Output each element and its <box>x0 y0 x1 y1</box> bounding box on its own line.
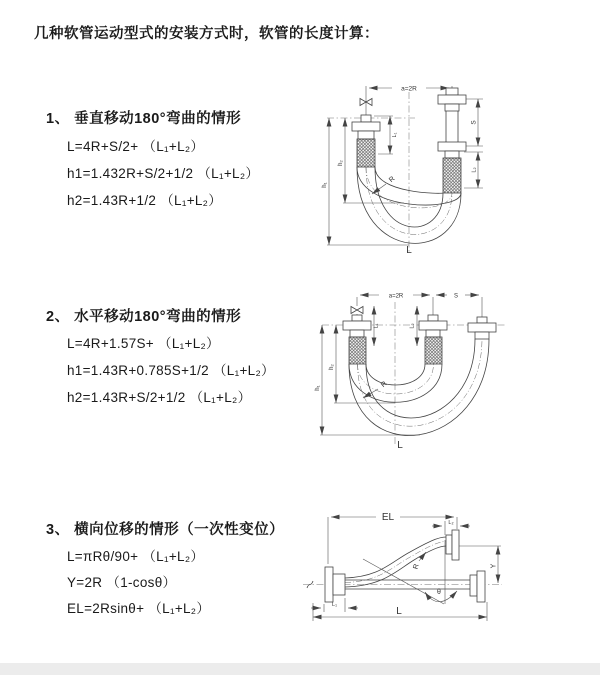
diagram-vertical-180-bend <box>300 70 600 265</box>
diagram-lateral-displacement <box>295 500 600 640</box>
section-1-formula-h1: h1=1.432R+S/2+1/2 （L₁+L₂） <box>67 166 260 181</box>
section-2-formula-L: L=4R+1.57S+ （L₁+L₂） <box>67 336 220 351</box>
dim-label-R: R <box>388 175 397 185</box>
dimension-S <box>436 293 479 299</box>
dim-label-L: L <box>396 606 402 617</box>
dim-label-S: S <box>453 293 459 300</box>
angle-construction <box>363 540 457 604</box>
left-fitting <box>343 315 371 364</box>
page-title: 几种软管运动型式的安装方式时，软管的长度计算： <box>34 26 379 42</box>
diagram-horizontal-180-bend <box>300 280 600 458</box>
radius-callout <box>363 380 388 398</box>
section-2-heading: 2、 水平移动180°弯曲的情形 <box>46 309 242 325</box>
dim-label-theta: θ <box>437 589 441 596</box>
dim-label-a2r: a=2R <box>388 293 404 300</box>
dim-label-L1: L₁ <box>392 132 398 138</box>
valve-icon <box>360 96 372 115</box>
right-fitting-upper <box>438 88 466 142</box>
right-fitting-moved <box>468 317 496 339</box>
section-1-formula-L: L=4R+S/2+ （L₁+L₂） <box>67 139 205 154</box>
dim-label-L2: L₂ <box>471 167 478 173</box>
braid-section <box>425 337 442 364</box>
section-3-formula-L: L=πRθ/90+ （L₁+L₂） <box>67 549 205 564</box>
dim-label-Y: Y <box>490 563 498 569</box>
dim-label-EL: EL <box>381 512 395 523</box>
dimension-L2 <box>432 520 470 535</box>
dim-label-L1: L₁ <box>332 602 337 608</box>
dimension-L2 <box>464 152 483 188</box>
dimension-L1 <box>311 598 358 612</box>
dimension-L <box>313 602 487 621</box>
dim-label-L2: L₂ <box>448 520 454 526</box>
dim-label-L2: L₂ <box>409 323 416 329</box>
dim-label-L: L <box>406 245 412 256</box>
braid-section <box>357 139 375 167</box>
section-3-heading: 3、 横向位移的情形（一次性变位） <box>46 522 285 538</box>
braid-section <box>349 337 366 364</box>
hose-s-curve <box>345 537 446 587</box>
braid-section <box>443 158 461 193</box>
right-flange-lower <box>470 571 485 602</box>
dim-label-R: R <box>412 563 421 570</box>
dim-label-L1: L₁ <box>373 323 380 329</box>
section-3-formula-EL: EL=2Rsinθ+ （L₁+L₂） <box>67 601 211 616</box>
radius-callout <box>413 552 426 570</box>
dim-label-h1: h₁ <box>315 385 321 391</box>
section-1-formula-h2: h2=1.43R+1/2 （L₁+L₂） <box>67 193 223 208</box>
dim-label-h2: h₂ <box>329 364 335 370</box>
section-2-formula-h2: h2=1.43R+S/2+1/2 （L₁+L₂） <box>67 390 252 405</box>
dimension-EL <box>328 512 457 564</box>
dim-label-R: R <box>380 380 389 390</box>
dim-label-h1: h₁ <box>322 182 328 188</box>
dimension-a2r <box>357 293 482 322</box>
dimension-L2 <box>410 306 418 346</box>
dim-label-L: L <box>397 440 403 451</box>
dim-label-S: S <box>470 120 478 125</box>
dim-label-h2: h₂ <box>338 160 344 166</box>
section-1-heading: 1、 垂直移动180°弯曲的情形 <box>46 111 242 127</box>
left-flange <box>325 567 345 602</box>
middle-fitting <box>419 315 447 364</box>
hose-u-loops <box>349 339 489 435</box>
right-fitting-lower <box>438 142 466 193</box>
dim-label-a2r: a=2R <box>401 85 417 93</box>
page-bottom-edge <box>0 663 600 675</box>
right-flange-upper <box>446 530 459 560</box>
section-3-formula-Y: Y=2R （1-cosθ） <box>67 575 177 590</box>
left-fitting <box>352 115 380 167</box>
section-2-formula-h1: h1=1.43R+0.785S+1/2 （L₁+L₂） <box>67 363 275 378</box>
dimension-L1 <box>374 306 380 346</box>
dimension-S <box>466 99 483 146</box>
